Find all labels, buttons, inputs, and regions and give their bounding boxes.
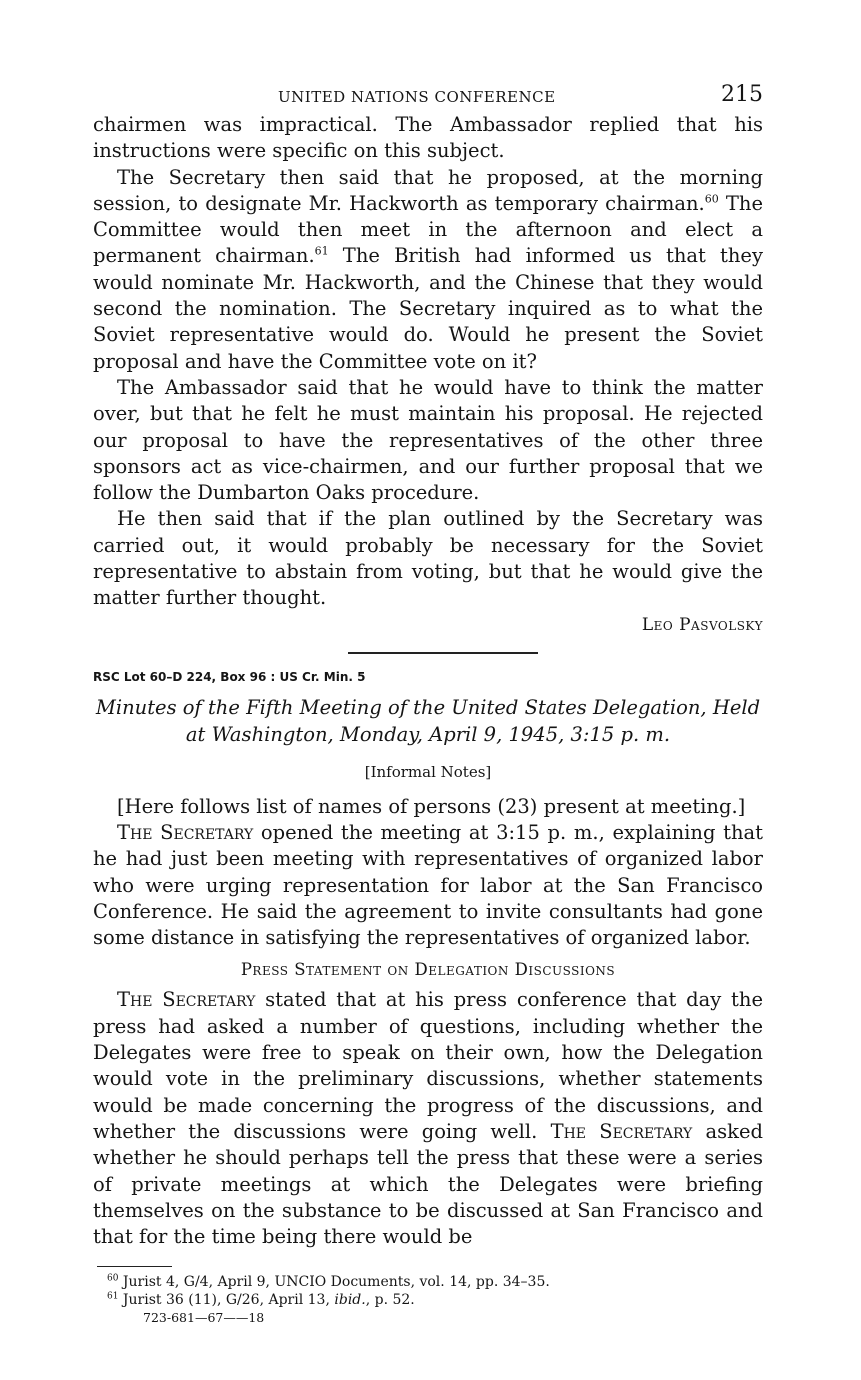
speaker-name: The Secretary [117, 820, 254, 844]
footnote-divider [97, 1266, 172, 1267]
paragraph-press-statement [93, 987, 763, 1250]
signature: Leo Pasvolsky [641, 614, 763, 635]
paragraph-text: opened the meeting at 3:15 p. m., explaining that he had just been meeting with representatives of organized labor who were urging representation for labor at the San Francisco Conference. He said the agreement to invite consultants had gone some distance in satisfying the representatives of organized labor. [93, 820, 763, 950]
paragraph-text: stated that at his press conference that day the press had asked a number of questions, including whether the Delegates were free to speak on their own, how the Delegation would vote in the preliminary discussions, whether statements would be made concerning the progress of the discussions, and whether the discussions were going well. [93, 988, 763, 1143]
minutes-title: Minutes of the Fifth Meeting of the United States Delegation, Held at Washington, Monday, April 9, 1945, 3:15 p. m. [95, 695, 761, 746]
paragraph-text: The Committee would then meet in the afternoon and elect a permanent chairman. [93, 191, 763, 268]
footnote-text: Jurist 36 (11), G/26, April 13, [118, 1292, 335, 1309]
paragraph-ambassador-reply: The Ambassador said that he would have to think the matter over, but that he felt he must maintain his proposal. He rejected our proposal to have the representatives of the other three sponsors act as vice-chairmen, and our further proposal that we follow the Dumbarton Oaks procedure. [93, 375, 763, 505]
footnote-text: Jurist 4, G/4, April 9, UNCIO Documents, vol. 14, pp. 34–35. [118, 1274, 550, 1291]
paragraph-opening [93, 820, 763, 951]
speaker-name: The Secretary [117, 988, 256, 1012]
footnote-marker: 60 [107, 1273, 119, 1284]
informal-notes-label: [Informal Notes] [364, 762, 492, 781]
paragraph-secretary-proposal [93, 165, 763, 375]
paragraph-text: The British had informed us that they would nominate Mr. Hackworth, and the Chinese that they would second the nomination. The Secretary inquired as to what the Soviet representative would do. Would he present the Soviet proposal and have the Committee vote on it? [93, 244, 763, 373]
section-divider [348, 652, 538, 654]
paragraph-text: The Secretary then said that he proposed, at the morning session, to designate Mr. Hackworth as temporary chairman. [93, 165, 763, 215]
page-number: 215 [721, 82, 763, 107]
source-citation: RSC Lot 60–D 224, Box 96 : US Cr. Min. 5 [93, 669, 366, 684]
paragraph-soviet-abstain: He then said that if the plan outlined by the Secretary was carried out, it would probably be necessary for the Soviet representative to abstain from voting, but that he would give the matter further thought. [93, 507, 763, 610]
print-code: 723-681—67——18 [143, 1310, 265, 1326]
footnote-marker: 61 [107, 1291, 119, 1302]
running-header-title: UNITED NATIONS CONFERENCE [278, 88, 556, 106]
footnote-ibid: ibid. [334, 1292, 366, 1309]
footnote-ref-60: 60 [704, 192, 719, 206]
paragraph-continuation: chairmen was impractical. The Ambassador replied that his instructions were specific on this subject. [93, 113, 763, 163]
section-subheading: Press Statement on Delegation Discussions [240, 960, 616, 980]
paragraph-text: asked whether he should perhaps tell the press that these were a series of private meetings at which the Delegates were briefing themselves on the substance to be discussed at San Francisco and that for the time being there would be [93, 1119, 764, 1249]
footnote-text: , p. 52. [365, 1292, 415, 1309]
running-header [93, 78, 763, 112]
footnote-60 [107, 1273, 763, 1291]
footnote-61 [107, 1291, 763, 1309]
speaker-name: The Secretary [550, 1119, 693, 1143]
paragraph-attendance: [Here follows list of names of persons (23) present at meeting.] [117, 794, 746, 818]
document-page [93, 78, 763, 1327]
footnote-ref-61: 61 [314, 244, 329, 258]
